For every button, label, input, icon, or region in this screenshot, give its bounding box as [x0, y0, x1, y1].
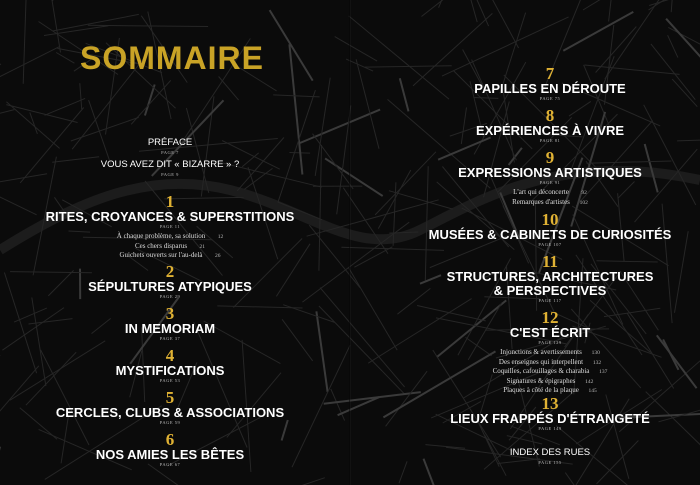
subsection-title: Coquilles, cafouillages & charabia [492, 367, 590, 375]
street-line [331, 389, 345, 421]
toc-entry[interactable] [405, 150, 695, 207]
subsection-title: Injonctions & avertissements [500, 348, 582, 356]
street-line [320, 288, 405, 387]
toc-entry[interactable] [405, 396, 695, 432]
chapter-title: CERCLES, CLUBS & ASSOCIATIONS [55, 405, 285, 420]
chapter-title: EXPRESSIONS ARTISTIQUES [458, 165, 642, 180]
subsection-title: Guichets ouverts sur l'au-delà [119, 251, 203, 259]
subsection-list [405, 348, 695, 396]
page-reference: PAGE 81 [539, 138, 561, 143]
subsection-page: 145 [588, 388, 597, 394]
subsection-page: 132 [592, 359, 602, 366]
page-reference: PAGE 53 [159, 378, 181, 383]
chapter-title: NOS AMIES LES BÊTES [95, 447, 245, 462]
chapter-title: MYSTIFICATIONS [115, 363, 225, 378]
chapter-number: 6 [165, 430, 175, 449]
chapter-title-line2: & PERSPECTIVES [493, 283, 607, 298]
street-line [56, 53, 74, 64]
street-line [6, 105, 77, 123]
chapter-number: 2 [165, 262, 175, 281]
toc-entry[interactable] [405, 310, 695, 396]
chapter-title: C'EST ÉCRIT [509, 325, 591, 340]
page-reference: PAGE 9 [161, 172, 179, 177]
chapter-title: LIEUX FRAPPÉS D'ÉTRANGETÉ [450, 411, 650, 426]
street-line [354, 247, 392, 267]
street-line [44, 0, 60, 52]
subsection-title: Remarques d'artistes [512, 197, 570, 206]
page-reference: PAGE 155 [538, 460, 562, 465]
street-line [319, 306, 404, 394]
street-line [0, 110, 14, 145]
chapter-title: PAPILLES EN DÉROUTE [474, 81, 626, 96]
street-line [356, 59, 379, 149]
toc-entry[interactable] [405, 212, 695, 248]
street-line [609, 0, 616, 22]
chapter-number: 13 [541, 394, 559, 413]
toc-entry[interactable] [405, 446, 695, 466]
street-line [273, 95, 319, 97]
page-reference: PAGE 7 [161, 150, 179, 155]
subsection-title: L'art qui déconcerte [513, 188, 569, 196]
street-line [243, 478, 325, 485]
chapter-number: 12 [541, 308, 559, 327]
subsection-page: 130 [591, 350, 600, 356]
subsection-list [405, 188, 695, 207]
toc-entry[interactable] [25, 194, 315, 261]
subsection-title: À chaque problème, sa solution [116, 232, 206, 240]
street-line [80, 83, 82, 109]
street-line [325, 158, 383, 196]
chapter-number: 8 [545, 106, 555, 125]
street-line [18, 0, 53, 1]
street-line [0, 47, 59, 107]
street-line [458, 0, 489, 26]
chapter-number: 9 [545, 148, 555, 167]
chapter-number: 7 [545, 64, 555, 83]
street-line [583, 0, 674, 10]
street-line [23, 0, 27, 84]
subsection-title: Plaques à côté de la plaque [503, 386, 579, 394]
toc-entry[interactable] [25, 136, 315, 156]
page-title: SOMMAIRE [80, 40, 264, 76]
toc-entry[interactable] [405, 108, 695, 144]
subsection-page: 142 [585, 378, 594, 385]
street-line [348, 267, 397, 350]
subsection-title: Ces chers disparus [134, 241, 188, 250]
subsection-page: 137 [599, 369, 608, 375]
subsection-page: 26 [215, 253, 221, 259]
street-line [0, 64, 1, 78]
chapter-number: 3 [165, 304, 175, 323]
street-line [335, 37, 377, 62]
chapter-title: INDEX DES RUES [509, 447, 591, 458]
chapter-number: 5 [165, 388, 175, 407]
page-reference: PAGE 75 [539, 96, 561, 101]
subsection-page: 92 [581, 190, 587, 196]
chapter-title: RITES, CROYANCES & SUPERSTITIONS [45, 209, 295, 224]
toc-entry[interactable] [25, 306, 315, 342]
page-reference: PAGE 37 [159, 336, 181, 341]
street-line [316, 311, 327, 392]
page-reference: PAGE 29 [159, 294, 181, 299]
page-fold [349, 0, 351, 485]
page-reference: PAGE 91 [539, 180, 561, 185]
subsection-page: 102 [579, 199, 588, 206]
chapter-title: EXPÉRIENCES À VIVRE [475, 123, 625, 138]
page-reference: PAGE 117 [538, 298, 562, 303]
page-reference: PAGE 129 [538, 340, 562, 345]
subsection-item[interactable] [405, 358, 695, 368]
subsection-title: Des enseignes qui interpellent [498, 357, 584, 366]
street-line [422, 0, 497, 17]
subsection-item[interactable] [25, 232, 315, 242]
subsection-item[interactable] [405, 367, 695, 377]
chapter-number: 4 [165, 346, 175, 365]
toc-entry[interactable] [405, 254, 695, 304]
page-reference: PAGE 67 [159, 462, 181, 467]
street-line [671, 0, 678, 12]
page-reference: PAGE 149 [538, 426, 562, 431]
subsection-item[interactable] [405, 348, 695, 358]
toc-entry[interactable] [25, 264, 315, 300]
chapter-number: 11 [541, 252, 559, 271]
subsection-page: 21 [199, 243, 206, 250]
street-line [440, 0, 477, 22]
street-line [463, 0, 518, 48]
subsection-page: 12 [217, 234, 224, 240]
subsection-item[interactable] [25, 251, 315, 261]
street-line [649, 0, 690, 10]
subsection-item[interactable] [25, 242, 315, 252]
chapter-title: IN MEMORIAM [124, 321, 216, 336]
chapter-title: SÉPULTURES ATYPIQUES [88, 279, 252, 294]
subsection-title: Signatures & épigraphes [506, 376, 576, 385]
street-line [131, 80, 171, 124]
toc-entry[interactable] [25, 432, 315, 468]
chapter-number: 1 [165, 192, 175, 211]
page-reference: PAGE 11 [159, 224, 181, 229]
toc-entry[interactable] [405, 66, 695, 102]
chapter-title: MUSÉES & CABINETS DE CURIOSITÉS [428, 227, 672, 242]
subsection-item[interactable] [405, 377, 695, 387]
subsection-item[interactable] [405, 188, 695, 198]
street-line [319, 145, 322, 271]
street-line [668, 35, 678, 57]
street-line [563, 12, 633, 51]
subsection-list [25, 232, 315, 261]
toc-entry[interactable] [25, 390, 315, 426]
street-line [219, 77, 239, 101]
chapter-title: STRUCTURES, ARCHITECTURES [446, 269, 654, 284]
street-line [439, 0, 474, 8]
chapter-title: PRÉFACE [147, 137, 193, 148]
chapter-title: VOUS AVEZ DIT « BIZARRE » ? [100, 159, 240, 170]
chapter-number: 10 [541, 210, 559, 229]
page-reference: PAGE 59 [159, 420, 181, 425]
toc-entry[interactable] [25, 158, 315, 178]
street-line [313, 134, 354, 189]
street-line [53, 14, 139, 31]
subsection-item[interactable] [405, 198, 695, 208]
page-reference: PAGE 107 [538, 242, 562, 247]
toc-entry[interactable] [25, 348, 315, 384]
